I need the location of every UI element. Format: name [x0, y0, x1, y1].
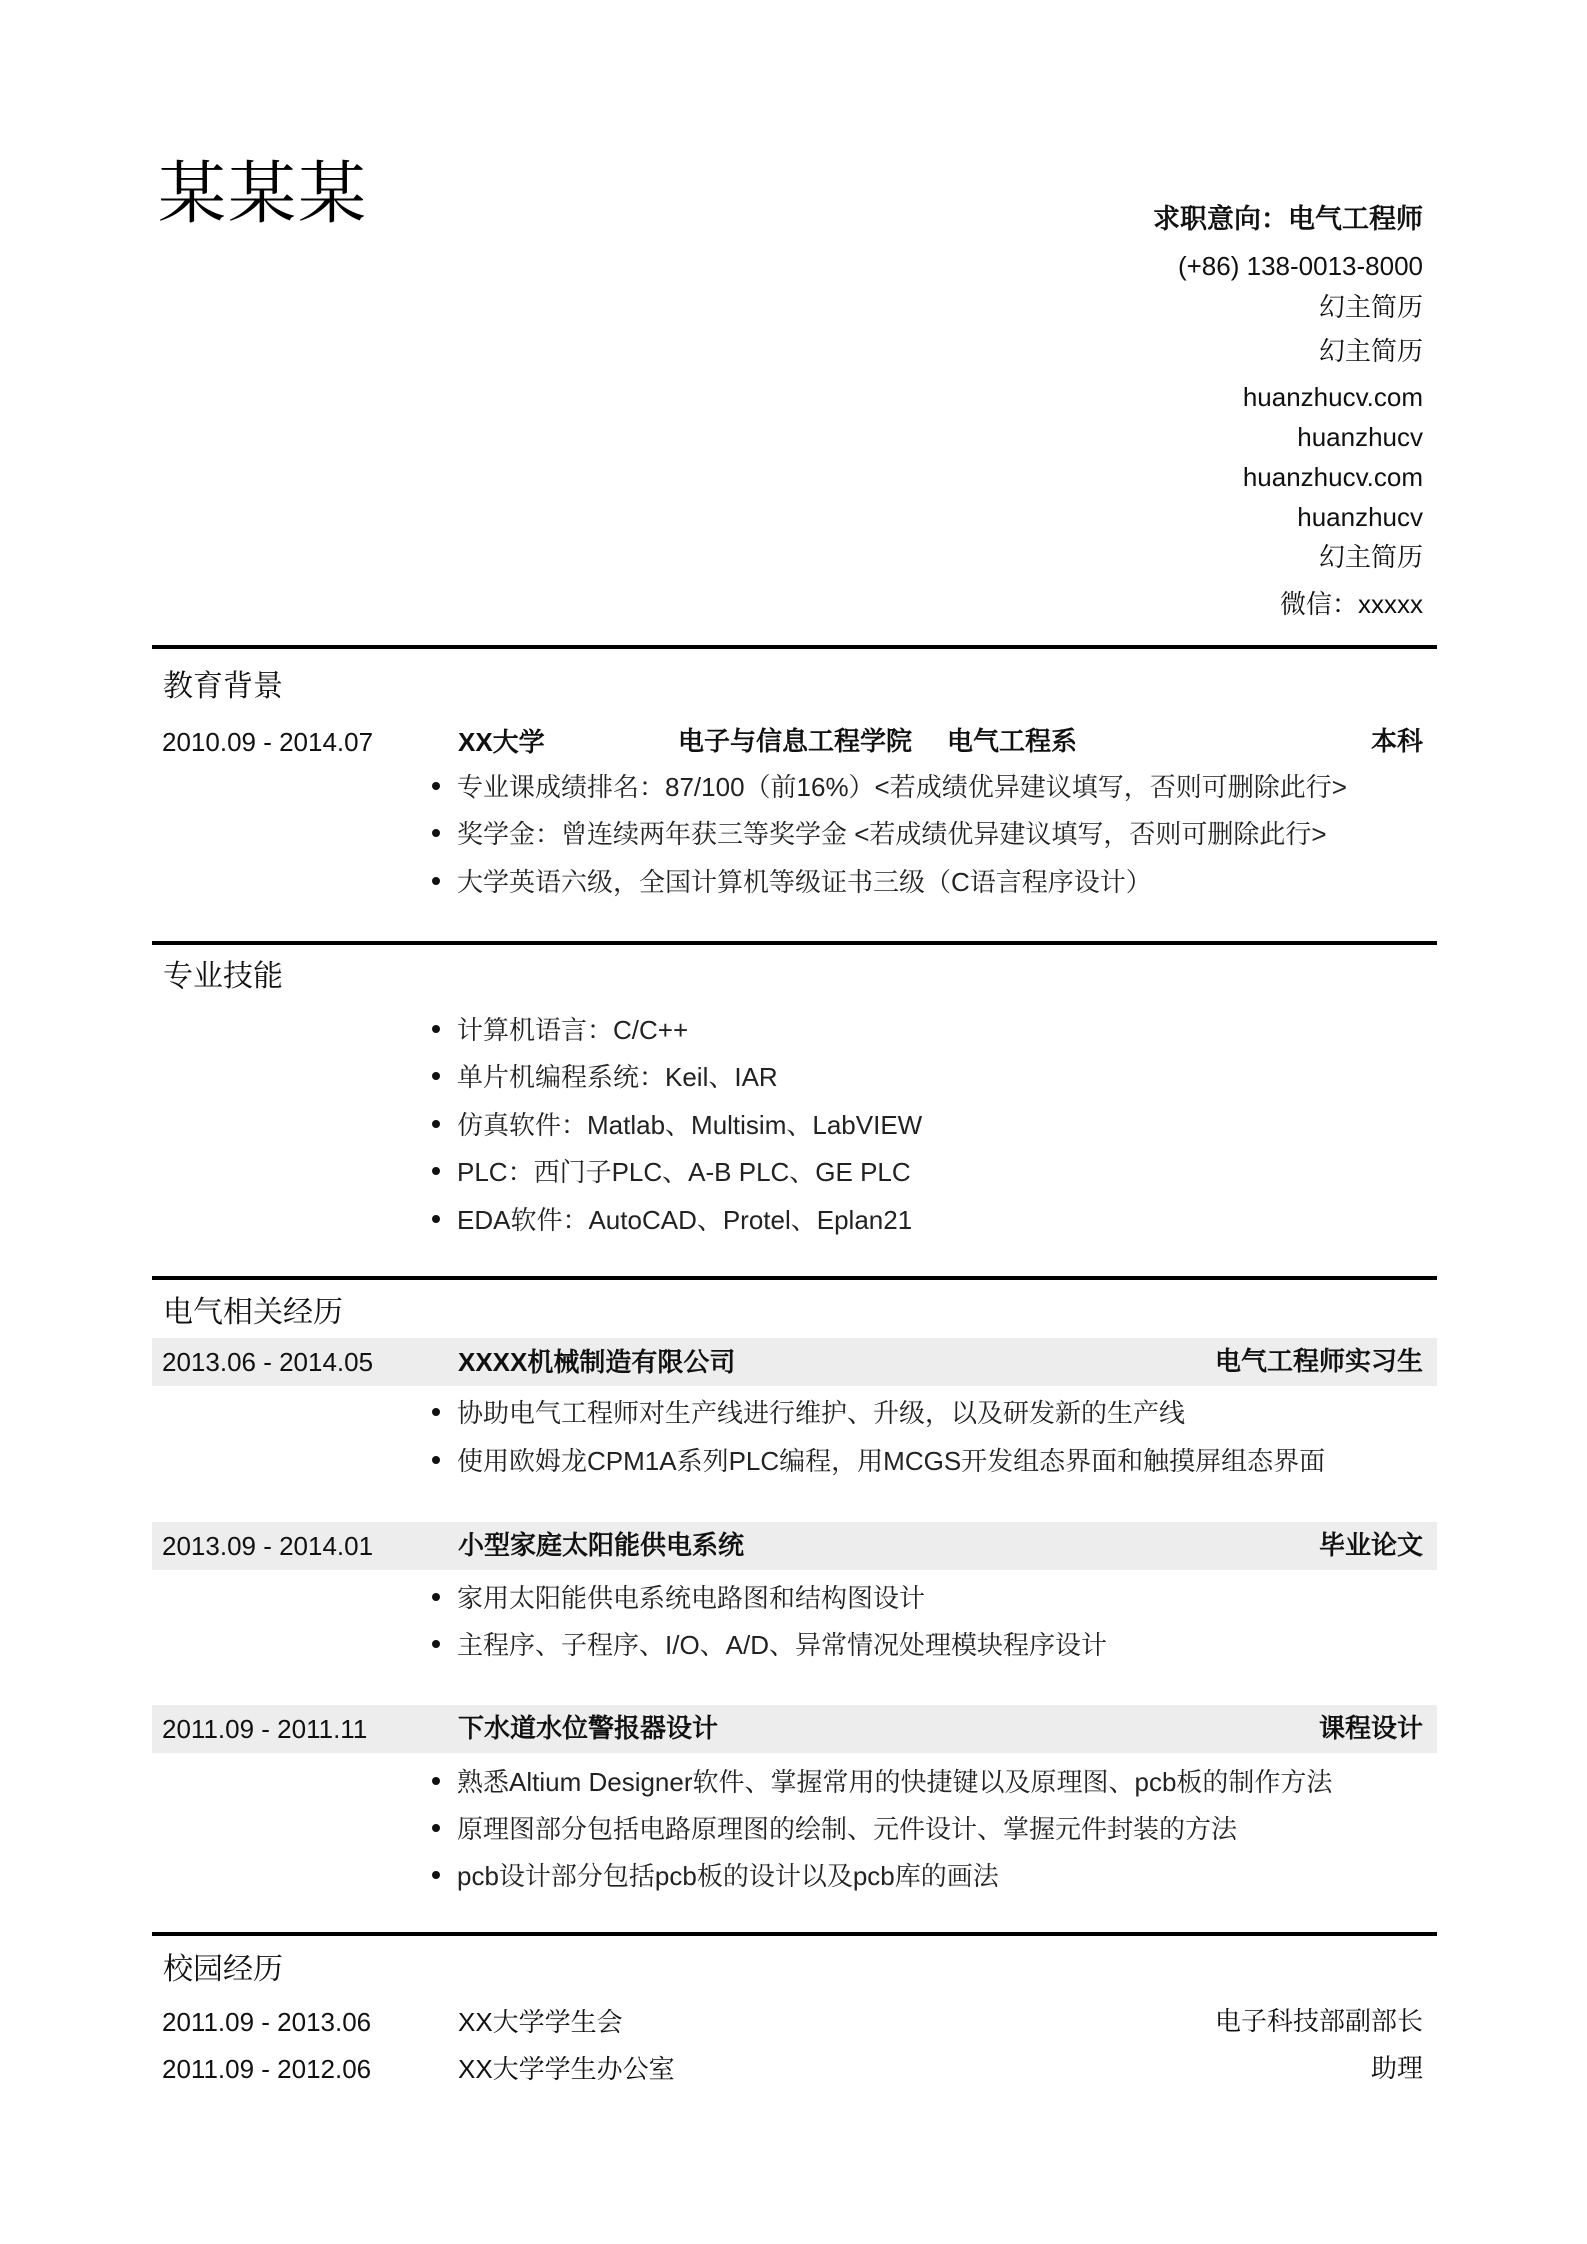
education-bullet: 专业课成绩排名：87/100（前16%）<若成绩优异建议填写，否则可删除此行>: [432, 767, 1347, 807]
section-divider: [152, 1932, 1437, 1936]
experience-name: 小型家庭太阳能供电系统: [458, 1531, 745, 1561]
job-intent: 求职意向：电气工程师: [1153, 204, 1423, 235]
campus-role: 助理: [1370, 2054, 1423, 2084]
experience-name: 下水道水位警报器设计: [458, 1714, 719, 1744]
experience-bullet: 主程序、子程序、I/O、A/D、异常情况处理模块程序设计: [432, 1625, 1107, 1665]
experience-bullet: 使用欧姆龙CPM1A系列PLC编程，用MCGS开发组态界面和触摸屏组态界面: [432, 1441, 1325, 1481]
education-date: 2010.09 - 2014.07: [162, 727, 374, 757]
experience-bullet: 协助电气工程师对生产线进行维护、升级，以及研发新的生产线: [432, 1393, 1185, 1433]
skill-bullet: EDA软件：AutoCAD、Protel、Eplan21: [432, 1200, 912, 1240]
campus-org: XX大学学生办公室: [458, 2054, 675, 2084]
contact-website: huanzhucv.com: [1242, 382, 1423, 412]
contact-phone: (+86) 138-0013-8000: [1177, 251, 1423, 281]
bullet-icon: [432, 1025, 440, 1033]
bullet-icon: [432, 1777, 440, 1785]
experience-role: 电气工程师实习生: [1214, 1347, 1423, 1377]
section-title-campus: 校园经历: [163, 1952, 283, 1987]
bullet-icon: [432, 1408, 440, 1416]
bullet-icon: [432, 1640, 440, 1648]
contact-website-2: huanzhucv.com: [1242, 462, 1423, 492]
section-title-education: 教育背景: [163, 669, 283, 704]
skill-bullet: 仿真软件：Matlab、Multisim、LabVIEW: [432, 1105, 922, 1145]
contact-line-6: huanzhucv: [1297, 422, 1423, 452]
section-title-skills: 专业技能: [163, 959, 283, 994]
experience-bullet: 家用太阳能供电系统电路图和结构图设计: [432, 1578, 925, 1618]
campus-date: 2011.09 - 2013.06: [162, 2007, 372, 2037]
section-divider: [152, 1276, 1437, 1280]
section-title-experience: 电气相关经历: [163, 1295, 343, 1330]
section-divider: [152, 941, 1437, 945]
campus-date: 2011.09 - 2012.06: [162, 2054, 372, 2084]
bullet-icon: [432, 1167, 440, 1175]
bullet-icon: [432, 1824, 440, 1832]
contact-line-4: 幻主简历: [1318, 337, 1423, 367]
skill-bullet: 单片机编程系统：Keil、IAR: [432, 1057, 778, 1097]
contact-wechat: 微信：xxxxx: [1279, 589, 1423, 619]
education-department: 电气工程系: [947, 727, 1078, 757]
education-school: XX大学: [458, 727, 545, 757]
contact-line-9: 幻主简历: [1318, 543, 1423, 573]
campus-org: XX大学学生会: [458, 2007, 623, 2037]
section-divider: [152, 645, 1437, 649]
bullet-icon: [432, 1072, 440, 1080]
experience-date: 2011.09 - 2011.11: [162, 1714, 368, 1744]
experience-bullet: 熟悉Altium Designer软件、掌握常用的快捷键以及原理图、pcb板的制作方法: [432, 1762, 1332, 1802]
bullet-icon: [432, 829, 440, 837]
skill-bullet: 计算机语言：C/C++: [432, 1010, 688, 1050]
candidate-name: 某某某: [158, 155, 369, 234]
skill-bullet: PLC：西门子PLC、A-B PLC、GE PLC: [432, 1152, 911, 1192]
bullet-icon: [432, 1871, 440, 1879]
education-bullet: 奖学金：曾连续两年获三等奖学金 <若成绩优异建议填写，否则可删除此行>: [432, 814, 1327, 854]
experience-date: 2013.06 - 2014.05: [162, 1347, 374, 1377]
contact-line-8: huanzhucv: [1297, 502, 1423, 532]
education-bullet: 大学英语六级，全国计算机等级证书三级（C语言程序设计）: [432, 862, 1152, 902]
bullet-icon: [432, 1215, 440, 1223]
education-college: 电子与信息工程学院: [678, 727, 913, 757]
bullet-icon: [432, 877, 440, 885]
bullet-icon: [432, 1593, 440, 1601]
campus-role: 电子科技部副部长: [1214, 2007, 1423, 2037]
bullet-icon: [432, 1120, 440, 1128]
experience-name: XXXX机械制造有限公司: [458, 1347, 736, 1377]
experience-bullet: pcb设计部分包括pcb板的设计以及pcb库的画法: [432, 1856, 999, 1896]
bullet-icon: [432, 1456, 440, 1464]
experience-role: 课程设计: [1318, 1714, 1423, 1744]
experience-date: 2013.09 - 2014.01: [162, 1531, 374, 1561]
bullet-icon: [432, 782, 440, 790]
experience-role: 毕业论文: [1318, 1531, 1423, 1561]
contact-line-3: 幻主简历: [1318, 293, 1423, 323]
education-degree: 本科: [1370, 727, 1423, 757]
experience-bullet: 原理图部分包括电路原理图的绘制、元件设计、掌握元件封装的方法: [432, 1809, 1237, 1849]
